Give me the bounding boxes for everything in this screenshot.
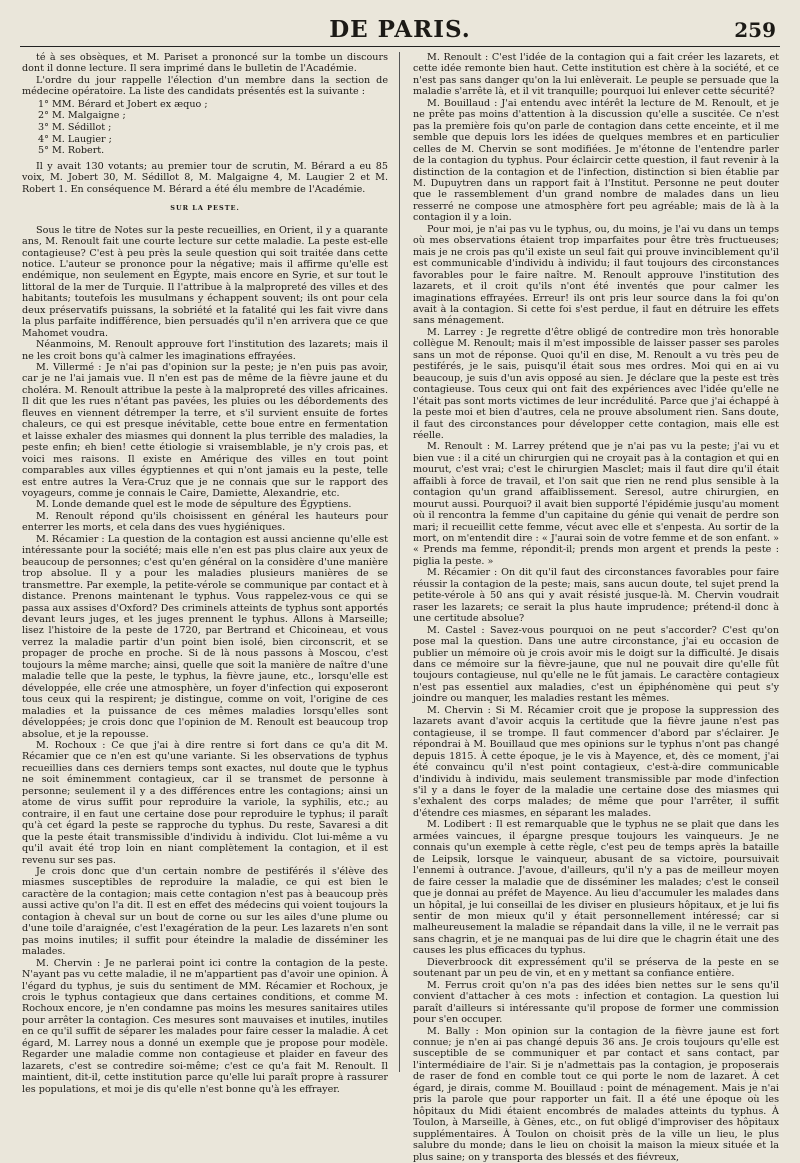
article-paragraph: M. Larrey : Je regrette d'être obligé de contredire mon très honorable collègue M. Renoult; mais il m'est impossible de laisser passer ses paroles sans un mot de réponse. Quoi qu'il en dise, M. Renoult a vu très peu de pestiférés, je le sais, puisqu'il était sous mes ordres. Moi qui en ai vu beaucoup, je suis d'un avis opposé au sien. Je déclare que la peste est très contagieuse. Tous ceux qui ont fait des expériences avec l'idée qu'elle ne l'était pas sont morts victimes de leur incrédulité. Parce que j'ai échappé à la peste moi et bien d'autres, cela ne prouve absolument rien. Sans doute, il faut des circonstances pour développer cette contagion, mais elle est réelle. [413, 326, 779, 441]
article-paragraph: M. Renoult répond qu'ils choisissent en général les hauteurs pour enterrer les morts, et cela dans des vues hygiéniques. [22, 510, 388, 534]
page-title: DE PARIS. [329, 16, 471, 43]
candidate-item: 4° M. Laugier ; [38, 133, 112, 145]
intro-paragraph: L'ordre du jour rappelle l'élection d'un membre dans la section de médecine opératoire. La liste des candidats présentés est la suivante : [22, 74, 388, 98]
article-paragraph: M. Chervin : Je ne parlerai point ici contre la contagion de la peste. N'ayant pas vu cette maladie, il ne m'appartient pas d'avoir une opinion. À l'égard du typhus, je suis du sentiment de MM. Récamier et Rochoux, je crois le typhus contagieux que dans certaines conditions, et comme M. Rochoux encore, je n'en condamne pas moins les mesures sanitaires utiles pour arrêter la contagion. Ces mesures sont mauvaises et inutiles, inutiles en ce qu'il suffit de séparer les malades pour faire cesser la maladie. À cet égard, M. Larrey nous a donné un exemple que je propose pour modèle. Regarder une maladie comme non contagieuse et plaider en faveur des lazarets, c'est se contredire soi-même; c'est ce qu'a fait M. Renoult. Il maintient, dit-il, cette institution parce qu'elle lui paraît propre à rassurer les populations, et moi je dis qu'elle n'est bonne qu'à les effrayer. [22, 957, 388, 1095]
masthead [20, 14, 780, 44]
article-paragraph: M. Chervin : Si M. Récamier croit que je propose la suppression des lazarets avant d'avoir acquis la certitude que la fièvre jaune n'est pas contagieuse, il se trompe. Il faut commencer d'abord par s'éclairer. Je répondrai à M. Bouillaud que mes opinions sur le typhus n'ont pas changé depuis 1815. À cette époque, je le vis à Mayence, et, dès ce moment, j'ai été convaincu qu'il n'est point contagieux, c'est-à-dire communicable d'individu à individu, mais seulement transmissible par mode d'infection s'il y a dans le foyer de la maladie une certaine dose des miasmes qui s'exhalent des corps malades; de même que pour l'arrêter, il suffit d'étendre ces miasmes, en séparant les malades. [413, 704, 779, 819]
section-heading: SUR LA PESTE. [170, 204, 240, 213]
article-paragraph: M. Ferrus croit qu'on n'a pas des idées bien nettes sur le sens qu'il convient d'attacher à ces mots : infection et contagion. La question lui paraît d'ailleurs si intéressante qu'il propose de former une commission pour s'en occuper. [413, 979, 779, 1026]
article-paragraph: M. Rochoux : Ce que j'ai à dire rentre si fort dans ce qu'a dit M. Récamier que ce n'en est qu'une variante. Si les observations de typhus recueillies dans ces derniers temps sont exactes, nul doute que le typhus ne soit éminemment contagieux, car il se transmet de personne à personne; seulement il y a des différences entre les contagions; ainsi un atome de virus suffit pour reproduire la variole, la syphilis, etc.; au contraire, il en faut une certaine dose pour reproduire le typhus; il paraît qu'à cet égard la peste se rapproche du typhus. Du reste, Savaresi a dit que la peste était transmissible d'individu à individu. Clot lui-même a vu qu'il avait été trop loin en niant complètement la contagion, et il est revenu sur ses pas. [22, 739, 388, 866]
article-paragraph: M. Récamier : La question de la contagion est aussi ancienne qu'elle est intéressante pour la société; mais elle n'en est pas plus claire aux yeux de beaucoup de personnes; c'est qu'en général on la considère d'une manière trop absolue. Il y a pour les maladies plusieurs manières de se transmettre. Par exemple, la petite-vérole se communique par contact et à distance. Prenons maintenant le typhus. Vous rappelez-vous ce qui se passa aux assises d'Oxford? Des criminels atteints de typhus sont apportés devant leurs juges, et les juges prennent le typhus. Allons à Marseille; lisez l'histoire de la peste de 1720, par Bertrand et Chicoineau, et vous verrez la maladie partir d'un point bien isolé, bien circonscrit, et se propager de proche en proche. Si de là nous passons à Moscou, c'est toujours la même marche; ainsi, quelle que soit la manière de naître d'une maladie telle que la peste, le typhus, la fièvre jaune, etc., lorsqu'elle est développée, elle crée une atmosphère, un foyer d'infection qui exposeront tous ceux qui la respirent; je distingue, comme on voit, l'origine de ces maladies et la puissance de ces mêmes maladies lorsqu'elles sont développées; je crois donc que l'opinion de M. Renoult est beaucoup trop absolue, et je la repousse. [22, 533, 388, 740]
article-paragraph: Sous le titre de Notes sur la peste recueillies, en Orient, il y a quarante ans, M. Renoult fait une courte lecture sur cette maladie. La peste est-elle contagieuse? C'est à peu près la seule question qui soit traitée dans cette notice. L'auteur se prononce pour la négative; mais il affirme qu'elle est endémique, non seulement en Égypte, mais encore en Syrie, et sur tout le littoral de la mer de Turquie. Il l'attribue à la malpropreté des villes et des habitants; toutefois les musulmans y échappent souvent; ils ont pour cela deux préservatifs puissans, la sobriété et la fatalité qui les fait vivre dans la plus parfaite indifférence, bien persuadés qu'il n'en arrivera que ce que Mahomet voudra. [22, 224, 388, 339]
article-paragraph: Dieverbroock dit expressément qu'il se préserva de la peste en se soutenant par un peu de vin, et en y mettant sa confiance entière. [413, 956, 779, 980]
candidate-item: 5° M. Robert. [38, 145, 105, 157]
article-paragraph: Néanmoins, M. Renoult approuve fort l'institution des lazarets; mais il ne les croit bons qu'à calmer les imaginations effrayées. [22, 339, 388, 362]
article-paragraph: M. Bally : Mon opinion sur la contagion de la fièvre jaune est fort connue; je n'en ai pas changé depuis 36 ans. Je crois toujours qu'elle est susceptible de se communiquer et par contact et sans contact, par l'intermédiaire de l'air. Si je n'admettais pas la contagion, je proposerais de raser de fond en comble tout ce qui porte le nom de lazaret. À cet égard, je dirais, comme M. Bouillaud : point de ménagement. Mais je n'ai pris la parole que pour rapporter un fait. Il a été une époque où les hôpitaux du Midi étaient encombrés de malades atteints du typhus. À Toulon, à Marseille, à Gènes, etc., on fut obligé d'improviser des hôpitaux supplémentaires. À Toulon on choisit près de la ville un lieu, le plus salubre du monde; dans le lieu on choisit la maison la mieux située et la plus saine; on y transporta des blessés et des fiévreux, [413, 1025, 779, 1163]
left-column [22, 52, 388, 1095]
article-paragraph: M. Lodibert : Il est remarquable que le typhus ne se plait que dans les armées vaincues, il épargne presque toujours les vainqueurs. Je ne connais qu'un exemple à cette règle, c'est peu de temps après la bataille de Leipsik, lorsque le vainqueur, abusant de sa victoire, poursuivait l'ennemi à outrance. J'avoue, d'ailleurs, qu'il n'y a pas de meilleur moyen de faire cesser la maladie que de disséminer les malades; c'est le conseil que je donnai au préfet de Mayence. Au lieu d'accumuler les malades dans un hôpital, je lui conseillai de les diviser en plusieurs hôpitaux, et je lui fis sentir de mon mieux qu'il y était personnellement intéressé; car si malheureusement la maladie se répandait dans la ville, il ne le verrait pas sans chagrin, et je ne manquai pas de lui dire que le chagrin était une des causes les plus efficaces du typhus. [413, 819, 779, 957]
article-paragraph: M. Castel : Savez-vous pourquoi on ne peut s'accorder? C'est qu'on pose mal la question. Dans une autre circonstance, j'ai eu occasion de publier un mémoire où je crois avoir mis le doigt sur la difficulté. Je disais dans ce mémoire sur la fièvre-jaune, que nul ne pouvait dire qu'elle fût toujours contagieuse, nul qu'elle ne le fût jamais. Le caractère contagieux n'est pas essentiel aux maladies, c'est un épiphénomène qui peut s'y joindre ou manquer, les maladies restant les mêmes. [413, 624, 779, 705]
article-paragraph: M. Bouillaud : J'ai entendu avec intérêt la lecture de M. Renoult, et je ne prête pas moins d'attention à la discussion qu'elle a suscitée. Ce n'est pas la première fois qu'on parle de contagion dans cette enceinte, et il me semble que depuis lors les idées de quelques membres et en particulier celles de M. Chervin se sont modifiées. Je m'étonne de l'entendre parler de la contagion du typhus. Pour éclaircir cette question, il faut revenir à la distinction de la contagion et de l'infection, distinction si bien établie par M. Dupuytren dans un rapport fait à l'Institut. Personne ne peut douter que le rassemblement d'un grand nombre de malades dans un lieu resserré ne compose une atmosphère fort peu agréable; mais de là à la contagion il y a loin. [413, 97, 779, 224]
article-paragraph: Je crois donc que d'un certain nombre de pestiférés il s'élève des miasmes susceptibles de reproduire la maladie, ce qui est bien le caractère de la contagion; mais cette contagion n'est pas à beaucoup près aussi active qu'on l'a dit. Il est en effet des médecins qui voient toujours la contagion à cheval sur un bout de corne ou sur les ailes d'une plume ou d'une toile d'araignée, c'est l'exagération de la peur. Les lazarets n'en sont pas moins inutiles; il suffit pour éteindre la maladie de disséminer les malades. [22, 865, 388, 958]
article-paragraph: M. Renoult : C'est l'idée de la contagion qui a fait créer les lazarets, et cette idée remonte bien haut. Cette institution est chère à la société, et ce n'est pas sans danger qu'on la lui enlèverait. Le peuple se persuade que la maladie s'arrête là, et il vit tranquille; pourquoi lui enlever cette sécurité? [413, 52, 779, 98]
intro-paragraph: té à ses obsèques, et M. Pariset a prononcé sur la tombe un discours dont il donne lecture. Il sera imprimé dans le bulletin de l'Académie. [22, 52, 388, 75]
column-divider [399, 52, 400, 1072]
article-paragraph: Pour moi, je n'ai pas vu le typhus, ou, du moins, je l'ai vu dans un temps où mes observations étaient trop imparfaites pour être très fructueuses; mais je ne crois pas qu'il existe un seul fait qui prouve invinciblement qu'il est communicable d'individu à individu; il faut toujours des circonstances favorables pour le faire naître. M. Renoult approuve l'institution des lazarets, et il croit qu'ils n'ont été inventés que pour calmer les imaginations effrayées. Erreur! ils ont pris leur source dans la foi qu'on avait à la contagion. Si cette foi s'est perdue, il faut en détruire les effets sans ménagement. [413, 223, 779, 327]
candidate-list [38, 99, 388, 157]
candidate-item: 2° M. Malgaigne ; [38, 110, 126, 122]
candidate-item: 3° M. Sédillot ; [38, 122, 112, 133]
article-paragraph: M. Londe demande quel est le mode de sépulture des Égyptiens. [36, 499, 352, 511]
right-column [413, 52, 779, 1163]
header-rule [20, 46, 780, 47]
candidate-item: 1° MM. Bérard et Jobert ex æquo ; [38, 98, 208, 110]
article-paragraph: M. Villermé : Je n'ai pas d'opinion sur la peste; je n'en puis pas avoir, car je ne l'ai jamais vue. Il n'en est pas de même de la fièvre jaune et du choléra. M. Renoult attribue la peste à la malpropreté des villes africaines. Il dit que les rues n'étant pas pavées, les pluies ou les débordements des fleuves en viennent détremper la terre, et s'il survient ensuite de fortes chaleurs, ce qui est presque inévitable, cette boue entre en fermentation et laisse exhaler des miasmes qui donnent la plus terrible des maladies, la peste enfin; eh bien! cette étiologie si vraisemblable, je n'y crois pas, et voici mes raisons. Il existe en Amérique des villes en tout point comparables aux villes égyptiennes et qui n'ont jamais eu la peste, telle est entre autres la Vera-Cruz que je ne connais que sur le rapport des voyageurs, comme je connais le Caire, Damiette, Alexandrie, etc. [22, 362, 388, 500]
vote-result-paragraph: Il y avait 130 votants; au premier tour de scrutin, M. Bérard a eu 85 voix, M. Jobert 30, M. Sédillot 8, M. Malgaigne 4, M. Laugier 2 et M. Robert 1. En conséquence M. Bérard a été élu membre de l'Académie. [22, 160, 388, 195]
article-paragraph: M. Renoult : M. Larrey prétend que je n'ai pas vu la peste; j'ai vu et bien vue : il a cité un chirurgien qui ne croyait pas à la contagion et qui en mourut, c'est vrai; c'est le chirurgien Masclet; mais il faut dire qu'il était affaibli à force de travail, et l'on sait que rien ne rend plus sensible à la contagion qu'un grand affaiblissement. Seresol, autre chirurgien, en mourut aussi. Pourquoi? il avait bien supporté l'épidémie jusqu'au moment où il rencontra la femme d'un capitaine du génie qui venait de perdre son mari; il recueillit cette femme, vécut avec elle et s'enpesta. Au sortir de la mort, on m'entendit dire : « J'aurai soin de votre femme et de son enfant. » « Prends ma femme, répondit-il; prends mon argent et prends la peste : piglia la peste. » [413, 441, 779, 567]
article-paragraph: M. Récamier : On dit qu'il faut des circonstances favorables pour faire réussir la contagion de la peste; mais, sans aucun doute, tel sujet prend la petite-vérole à 50 ans qui y avait résisté jusque-là. M. Chervin voudrait raser les lazarets; ce serait la plus haute imprudence; prétend-il donc à une certitude absolue? [413, 567, 779, 625]
page-number: 259 [734, 18, 776, 42]
